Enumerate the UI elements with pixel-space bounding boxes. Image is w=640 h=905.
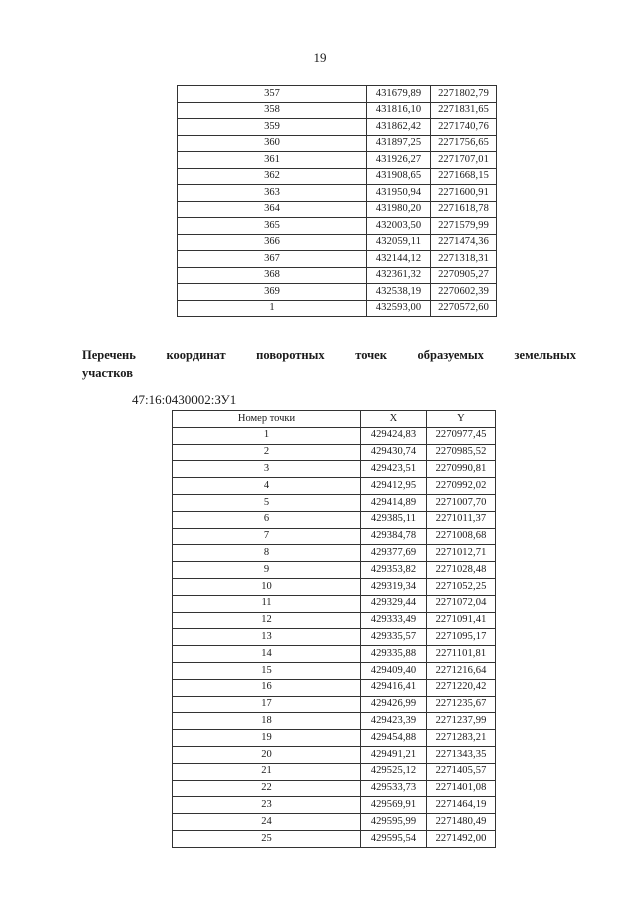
y-coordinate-cell: 2271012,71 — [427, 545, 496, 562]
table-row — [173, 578, 496, 595]
table-row — [178, 168, 497, 185]
point-number-cell: 1 — [173, 427, 361, 444]
x-coordinate-cell: 429329,44 — [361, 595, 427, 612]
point-number-cell: 357 — [178, 86, 367, 103]
x-coordinate-cell: 429414,89 — [361, 494, 427, 511]
x-coordinate-cell: 431980,20 — [367, 201, 431, 218]
x-coordinate-cell: 429416,41 — [361, 679, 427, 696]
parcel-table-body — [173, 427, 496, 847]
table-row — [173, 763, 496, 780]
header-x: X — [361, 411, 427, 428]
y-coordinate-cell: 2271600,91 — [431, 185, 497, 202]
point-number-cell: 9 — [173, 562, 361, 579]
point-number-cell: 5 — [173, 494, 361, 511]
point-number-cell: 368 — [178, 267, 367, 284]
table-row — [178, 86, 497, 103]
table-row — [173, 830, 496, 847]
point-number-cell: 367 — [178, 251, 367, 268]
x-coordinate-cell: 429426,99 — [361, 696, 427, 713]
point-number-cell: 20 — [173, 746, 361, 763]
y-coordinate-cell: 2271072,04 — [427, 595, 496, 612]
y-coordinate-cell: 2271480,49 — [427, 814, 496, 831]
y-coordinate-cell: 2271007,70 — [427, 494, 496, 511]
y-coordinate-cell: 2270985,52 — [427, 444, 496, 461]
x-coordinate-cell: 429335,57 — [361, 629, 427, 646]
table-row — [173, 797, 496, 814]
point-number-cell: 13 — [173, 629, 361, 646]
y-coordinate-cell: 2271474,36 — [431, 234, 497, 251]
point-number-cell: 369 — [178, 284, 367, 301]
y-coordinate-cell: 2270572,60 — [431, 300, 497, 317]
x-coordinate-cell: 431926,27 — [367, 152, 431, 169]
coordinates-table-continued — [177, 85, 497, 317]
x-coordinate-cell: 429491,21 — [361, 746, 427, 763]
y-coordinate-cell: 2271405,57 — [427, 763, 496, 780]
table-row — [178, 300, 497, 317]
x-coordinate-cell: 432144,12 — [367, 251, 431, 268]
point-number-cell: 23 — [173, 797, 361, 814]
y-coordinate-cell: 2271237,99 — [427, 713, 496, 730]
table-row — [173, 494, 496, 511]
table-row — [178, 201, 497, 218]
x-coordinate-cell: 429385,11 — [361, 511, 427, 528]
table-header-row — [173, 411, 496, 428]
y-coordinate-cell: 2271831,65 — [431, 102, 497, 119]
table-row — [178, 267, 497, 284]
y-coordinate-cell: 2271707,01 — [431, 152, 497, 169]
table-row — [178, 234, 497, 251]
y-coordinate-cell: 2271283,21 — [427, 730, 496, 747]
point-number-cell: 366 — [178, 234, 367, 251]
point-number-cell: 6 — [173, 511, 361, 528]
table-row — [178, 284, 497, 301]
y-coordinate-cell: 2271343,35 — [427, 746, 496, 763]
point-number-cell: 17 — [173, 696, 361, 713]
section-heading-line1: Перечень координат поворотных точек образуемых земельных — [82, 348, 576, 362]
point-number-cell: 361 — [178, 152, 367, 169]
y-coordinate-cell: 2271008,68 — [427, 528, 496, 545]
x-coordinate-cell: 432003,50 — [367, 218, 431, 235]
table-row — [173, 646, 496, 663]
point-number-cell: 365 — [178, 218, 367, 235]
x-coordinate-cell: 431862,42 — [367, 119, 431, 136]
coordinates-table-body — [178, 86, 497, 317]
y-coordinate-cell: 2271618,78 — [431, 201, 497, 218]
point-number-cell: 11 — [173, 595, 361, 612]
point-number-cell: 22 — [173, 780, 361, 797]
point-number-cell: 8 — [173, 545, 361, 562]
x-coordinate-cell: 429424,83 — [361, 427, 427, 444]
x-coordinate-cell: 432593,00 — [367, 300, 431, 317]
table-row — [178, 185, 497, 202]
table-row — [173, 478, 496, 495]
header-y: Y — [427, 411, 496, 428]
table-row — [173, 427, 496, 444]
x-coordinate-cell: 429423,39 — [361, 713, 427, 730]
x-coordinate-cell: 432538,19 — [367, 284, 431, 301]
y-coordinate-cell: 2271492,00 — [427, 830, 496, 847]
parcel-cadastral-id: 47:16:0430002:ЗУ1 — [132, 392, 237, 407]
y-coordinate-cell: 2271579,99 — [431, 218, 497, 235]
table-row — [173, 511, 496, 528]
y-coordinate-cell: 2270602,39 — [431, 284, 497, 301]
x-coordinate-cell: 429454,88 — [361, 730, 427, 747]
x-coordinate-cell: 429409,40 — [361, 662, 427, 679]
point-number-cell: 363 — [178, 185, 367, 202]
y-coordinate-cell: 2271216,64 — [427, 662, 496, 679]
table-row — [178, 135, 497, 152]
x-coordinate-cell: 431816,10 — [367, 102, 431, 119]
x-coordinate-cell: 432361,32 — [367, 267, 431, 284]
y-coordinate-cell: 2271052,25 — [427, 578, 496, 595]
x-coordinate-cell: 429569,91 — [361, 797, 427, 814]
point-number-cell: 19 — [173, 730, 361, 747]
y-coordinate-cell: 2271235,67 — [427, 696, 496, 713]
table-row — [178, 251, 497, 268]
page-number: 19 — [313, 50, 327, 65]
x-coordinate-cell: 429430,74 — [361, 444, 427, 461]
x-coordinate-cell: 431897,25 — [367, 135, 431, 152]
table-row — [173, 746, 496, 763]
table-row — [173, 780, 496, 797]
table-row — [173, 612, 496, 629]
y-coordinate-cell: 2271101,81 — [427, 646, 496, 663]
x-coordinate-cell: 429377,69 — [361, 545, 427, 562]
x-coordinate-cell: 429525,12 — [361, 763, 427, 780]
x-coordinate-cell: 429533,73 — [361, 780, 427, 797]
y-coordinate-cell: 2271756,65 — [431, 135, 497, 152]
point-number-cell: 362 — [178, 168, 367, 185]
table-row — [173, 814, 496, 831]
point-number-cell: 25 — [173, 830, 361, 847]
y-coordinate-cell: 2271220,42 — [427, 679, 496, 696]
section-heading — [82, 346, 576, 382]
y-coordinate-cell: 2270977,45 — [427, 427, 496, 444]
point-number-cell: 359 — [178, 119, 367, 136]
y-coordinate-cell: 2271668,15 — [431, 168, 497, 185]
x-coordinate-cell: 431950,94 — [367, 185, 431, 202]
x-coordinate-cell: 429595,54 — [361, 830, 427, 847]
point-number-cell: 21 — [173, 763, 361, 780]
x-coordinate-cell: 429319,34 — [361, 578, 427, 595]
x-coordinate-cell: 431679,89 — [367, 86, 431, 103]
y-coordinate-cell: 2271011,37 — [427, 511, 496, 528]
y-coordinate-cell: 2271091,41 — [427, 612, 496, 629]
point-number-cell: 15 — [173, 662, 361, 679]
y-coordinate-cell: 2270905,27 — [431, 267, 497, 284]
point-number-cell: 10 — [173, 578, 361, 595]
point-number-cell: 7 — [173, 528, 361, 545]
y-coordinate-cell: 2270990,81 — [427, 461, 496, 478]
point-number-cell: 1 — [178, 300, 367, 317]
x-coordinate-cell: 429333,49 — [361, 612, 427, 629]
table-row — [173, 696, 496, 713]
point-number-cell: 16 — [173, 679, 361, 696]
y-coordinate-cell: 2271401,08 — [427, 780, 496, 797]
table-row — [173, 528, 496, 545]
x-coordinate-cell: 429335,88 — [361, 646, 427, 663]
table-row — [178, 102, 497, 119]
section-heading-line2: участков — [82, 366, 133, 380]
y-coordinate-cell: 2271802,79 — [431, 86, 497, 103]
x-coordinate-cell: 429384,78 — [361, 528, 427, 545]
x-coordinate-cell: 431908,65 — [367, 168, 431, 185]
point-number-cell: 2 — [173, 444, 361, 461]
table-row — [178, 152, 497, 169]
table-row — [173, 444, 496, 461]
point-number-cell: 4 — [173, 478, 361, 495]
y-coordinate-cell: 2271318,31 — [431, 251, 497, 268]
table-row — [178, 119, 497, 136]
x-coordinate-cell: 429595,99 — [361, 814, 427, 831]
table-row — [173, 730, 496, 747]
x-coordinate-cell: 429353,82 — [361, 562, 427, 579]
parcel-coordinates-table — [172, 410, 496, 848]
table-row — [178, 218, 497, 235]
table-row — [173, 461, 496, 478]
header-point-number: Номер точки — [173, 411, 361, 428]
point-number-cell: 14 — [173, 646, 361, 663]
y-coordinate-cell: 2271740,76 — [431, 119, 497, 136]
table-row — [173, 713, 496, 730]
point-number-cell: 24 — [173, 814, 361, 831]
point-number-cell: 364 — [178, 201, 367, 218]
y-coordinate-cell: 2271095,17 — [427, 629, 496, 646]
x-coordinate-cell: 429412,95 — [361, 478, 427, 495]
table-row — [173, 545, 496, 562]
y-coordinate-cell: 2270992,02 — [427, 478, 496, 495]
point-number-cell: 360 — [178, 135, 367, 152]
table-row — [173, 595, 496, 612]
x-coordinate-cell: 432059,11 — [367, 234, 431, 251]
y-coordinate-cell: 2271464,19 — [427, 797, 496, 814]
x-coordinate-cell: 429423,51 — [361, 461, 427, 478]
point-number-cell: 3 — [173, 461, 361, 478]
point-number-cell: 358 — [178, 102, 367, 119]
point-number-cell: 12 — [173, 612, 361, 629]
y-coordinate-cell: 2271028,48 — [427, 562, 496, 579]
table-row — [173, 679, 496, 696]
table-row — [173, 662, 496, 679]
point-number-cell: 18 — [173, 713, 361, 730]
table-row — [173, 629, 496, 646]
table-row — [173, 562, 496, 579]
